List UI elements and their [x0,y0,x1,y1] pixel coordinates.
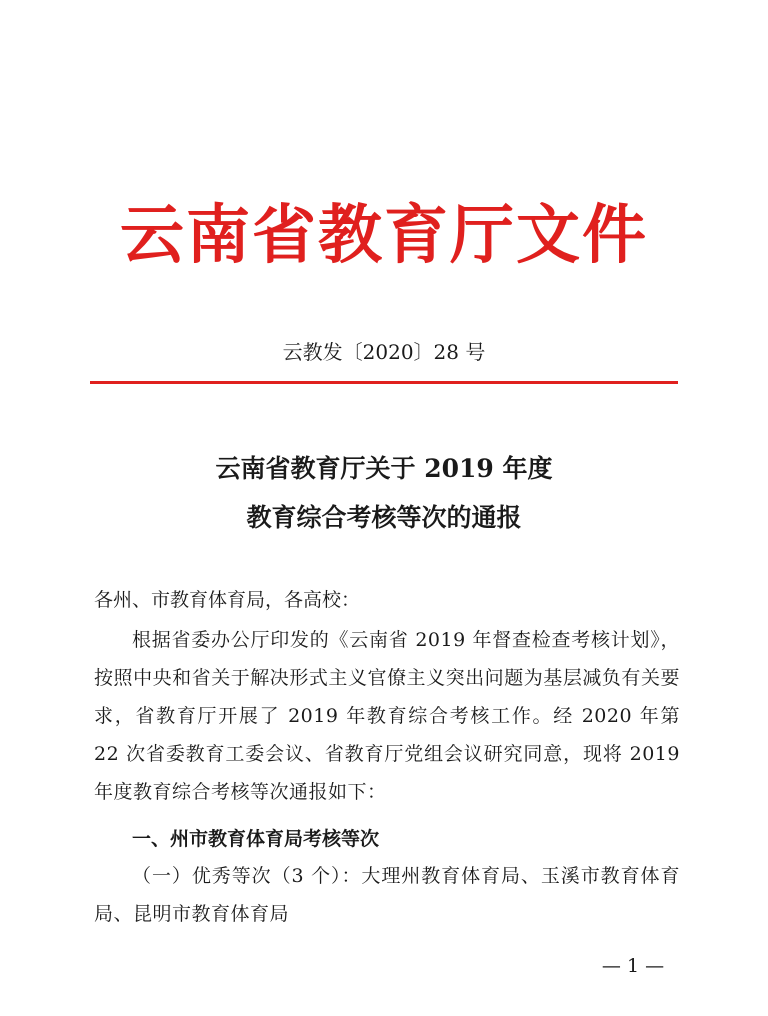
red-divider-line [90,381,678,384]
salutation: 各州、市教育体育局，各高校： [94,589,361,611]
section-heading: 一、州市教育体育局考核等次 [132,828,380,850]
body-paragraph: 根据省委办公厅印发的《云南省 2019 年督查检查考核计划》，按照中央和省关于解决形式主义官僚主义突出问题为基层减负有关要求，省教育厅开展了 2019 年教育综合考核工作。经 2020 年第 22 次省委教育工委会议、省教育厅党组会议研究同意，现将 2019 年度教育综合考核等次通报如下： [94,629,680,803]
document-header-title: 云南省教育厅文件 [120,198,648,273]
sub-item-excellent: （一）优秀等次（3 个）：大理州教育体育局、玉溪市教育体育局、昆明市教育体育局 [94,865,680,925]
document-heading-line-1: 云南省教育厅关于 2019 年度 [215,454,553,483]
document-number: 云教发〔2020〕28 号 [282,340,486,364]
document-heading-line-2: 教育综合考核等次的通报 [246,503,522,532]
page-number: — 1 — [601,955,665,977]
